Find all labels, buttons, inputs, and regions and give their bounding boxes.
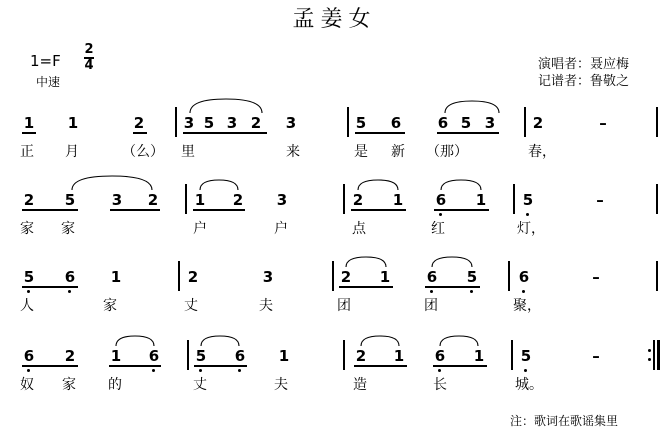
note: 3: [285, 114, 297, 132]
note: 1: [110, 347, 122, 365]
slur: [72, 176, 152, 190]
slur: [200, 180, 238, 190]
note: 2: [64, 347, 76, 365]
lyric: 户: [274, 221, 288, 237]
note: 5: [466, 268, 478, 286]
singer-name: 聂应梅: [590, 57, 630, 72]
lyric: 人: [20, 298, 34, 314]
lyric: 是: [354, 144, 368, 160]
note: 3: [111, 191, 123, 209]
note: 2: [352, 191, 364, 209]
lyric: 团: [424, 298, 438, 314]
slur: [346, 257, 386, 267]
note: 6: [64, 268, 76, 286]
note: 2: [187, 268, 199, 286]
note: 1: [110, 268, 122, 286]
note: 1: [194, 191, 206, 209]
key-signature: 1=F: [30, 52, 61, 70]
note: 1: [393, 347, 405, 365]
slur: [116, 336, 154, 346]
dash: –: [592, 268, 600, 286]
note: 1: [473, 347, 485, 365]
note: 3: [484, 114, 496, 132]
note: 6: [390, 114, 402, 132]
note: 2: [355, 347, 367, 365]
slur: [361, 336, 399, 346]
lyric: 春，: [528, 144, 556, 160]
note: 3: [226, 114, 238, 132]
lyric: 来: [286, 144, 300, 160]
transcriber-name: 鲁敬之: [590, 74, 630, 89]
lyric: 新: [391, 144, 405, 160]
lyric: 家: [61, 221, 75, 237]
note: 6: [23, 347, 35, 365]
lyric: 城。: [515, 377, 543, 393]
note: 6: [426, 268, 438, 286]
note: 6: [435, 191, 447, 209]
time-signature-bottom: 4: [84, 57, 94, 73]
dash: –: [596, 191, 604, 209]
note: 1: [67, 114, 79, 132]
note: 5: [520, 347, 532, 365]
note: 5: [355, 114, 367, 132]
lyric: 奴: [20, 377, 34, 393]
lyric: 家: [20, 221, 34, 237]
lyric: 聚，: [513, 298, 541, 314]
transcriber-label: 记谱者：: [538, 74, 591, 89]
note: 3: [183, 114, 195, 132]
note: 6: [518, 268, 530, 286]
slur: [440, 336, 478, 346]
note: 2: [250, 114, 262, 132]
lyric: 造: [353, 377, 367, 393]
note: 2: [532, 114, 544, 132]
slur: [358, 180, 398, 190]
note: 5: [203, 114, 215, 132]
slur: [445, 101, 499, 113]
time-signature-top: 2: [84, 42, 94, 57]
note: 3: [262, 268, 274, 286]
lyric: 户: [193, 221, 207, 237]
lyric: 月: [65, 144, 79, 160]
note: 6: [437, 114, 449, 132]
slur: [201, 336, 239, 346]
lyric: 团: [337, 298, 351, 314]
lyric: 家: [103, 298, 117, 314]
footnote: 注：歌词在歌谣集里: [510, 414, 619, 428]
note: 5: [460, 114, 472, 132]
dash: –: [592, 347, 600, 365]
singer-label: 演唱者：: [538, 57, 591, 72]
note: 5: [23, 268, 35, 286]
note: 2: [147, 191, 159, 209]
lyric: 红: [431, 221, 445, 237]
lyric: （那）: [426, 144, 468, 160]
note: 5: [522, 191, 534, 209]
song-title: 孟姜女: [292, 7, 377, 32]
lyric: 丈: [193, 377, 207, 393]
note: 6: [434, 347, 446, 365]
note: 1: [23, 114, 35, 132]
lyric: 长: [433, 377, 447, 393]
note: 1: [278, 347, 290, 365]
lyric: 的: [108, 377, 122, 393]
note: 3: [276, 191, 288, 209]
note: 6: [148, 347, 160, 365]
note: 1: [379, 268, 391, 286]
lyric: 丈: [184, 298, 198, 314]
lyric: 里: [181, 144, 195, 160]
lyric: 点: [352, 221, 366, 237]
slur: [432, 257, 472, 267]
note: 5: [195, 347, 207, 365]
slur: [190, 99, 262, 113]
tempo-marking: 中速: [36, 75, 61, 89]
note: 2: [232, 191, 244, 209]
note: 5: [64, 191, 76, 209]
note: 2: [340, 268, 352, 286]
lyric: 灯，: [517, 221, 545, 237]
note: 2: [23, 191, 35, 209]
lyric: （么）: [122, 144, 164, 160]
lyric: 夫: [274, 377, 288, 393]
note: 6: [234, 347, 246, 365]
lyric: 正: [20, 144, 34, 160]
lyric: 家: [62, 377, 76, 393]
lyric: 夫: [259, 298, 273, 314]
note: 2: [133, 114, 145, 132]
slur: [441, 180, 481, 190]
note: 1: [475, 191, 487, 209]
note: 1: [392, 191, 404, 209]
dash: –: [599, 114, 607, 132]
